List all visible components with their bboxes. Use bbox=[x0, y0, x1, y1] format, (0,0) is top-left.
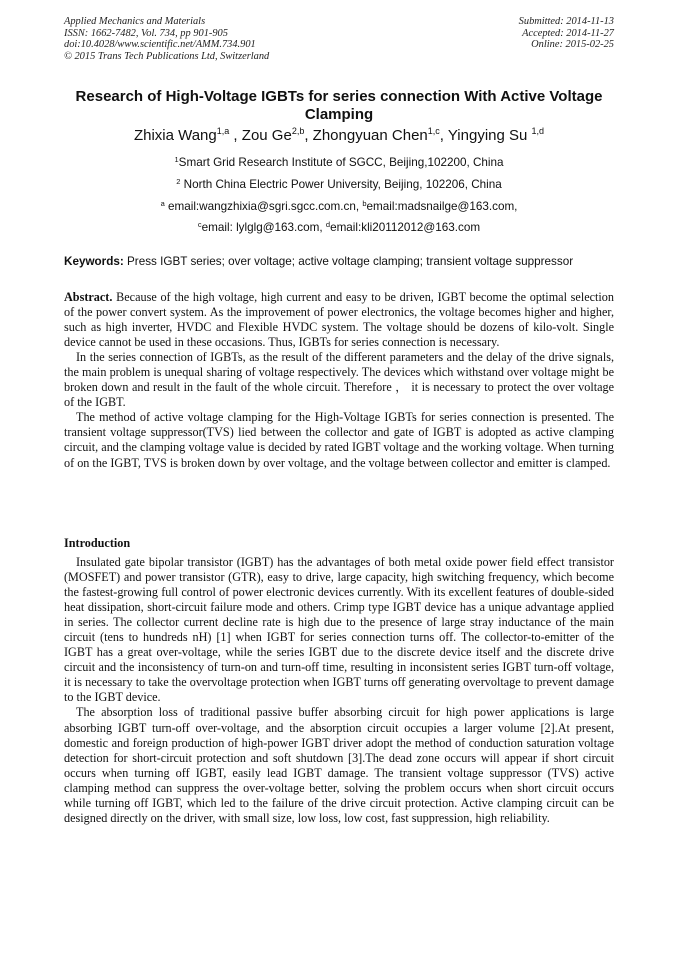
intro-paragraph: The absorption loss of traditional passive buffer absorbing circuit for high power applications is large absorbing IGBT turn-off over-voltage, and the absorption circuit occupies a larger volume [2].At present, domestic and foreign production of high-power IGBT driver adopt the method of conduction saturation voltage detection for short-circuit protection and soft shutdown [3].The dead zone occurs will appear if short circuit occurs when turning off IGBT, easily lead IGBT damage. The transient voltage suppressor (TVS) active clamping method can suppress the over-voltage better, solving the problem occurs when short circuit occurs while turning off IGBT, which led to the failure of the drive circuit protection. Active clamping circuit can be designed directly on the driver, with small size, low loss, low cost, fast suppression, high reliability. bbox=[64, 705, 614, 825]
abstract-text: Because of the high voltage, high current and easy to be driven, IGBT become the optimal selection of the power convert system. As the improvement of power electronics, the voltage becomes higher and higher, such as high inverter, HVDC and Flexible HVDC system. The voltage should be dozens of kilo-volt. Single device cannot be used in these occasions. Thus, IGBTs for series connection is necessary. bbox=[64, 290, 614, 350]
author-sup: 1,a bbox=[216, 126, 230, 136]
author-name: Yingying Su bbox=[447, 127, 528, 144]
affiliation-sup: 2 bbox=[176, 177, 181, 186]
intro-paragraph: Insulated gate bipolar transistor (IGBT) has the advantages of both metal oxide power field effect transistor (MOSFET) and power transistor (GTR), easy to drive, large capacity, high switching frequency, which become the fastest-growing full control of power electronic devices currently. With its excellent features of double-sided heat dissipation, short-circuit failure mode and others. Crimp type IGBT device has a unique advantage applied in series. The collector current decline rate is high due to the presence of large stray inductance of the main circuit (tens to hundreds nH) [1] when IGBT for series connection turns off. The collector-to-emitter of the IGBT has a great over-voltage, while the series IGBT due to the discrete device itself and the discrete drive circuit and the inconsistency of turn-on and turn-off time, resulting in inconsistent series IGBT turn-off voltage, it is necessary to take the overvoltage protection when IGBT turns off generating overvoltage to prevent damage to the IGBT device. bbox=[64, 555, 614, 705]
author-name: Zhongyuan Chen bbox=[312, 127, 428, 144]
journal-info bbox=[64, 16, 269, 62]
online-date: Online: 2015-02-25 bbox=[531, 39, 614, 51]
email-b: email:madsnailge@163.com, bbox=[366, 200, 518, 213]
paper-title: Research of High-Voltage IGBTs for series connection With Active Voltage Clamping bbox=[75, 88, 603, 123]
affiliation-sup: 1 bbox=[174, 155, 179, 164]
author-name: Zou Ge bbox=[241, 127, 292, 144]
abstract bbox=[64, 290, 614, 471]
email-line-1 bbox=[60, 200, 618, 214]
email-a: email:wangzhixia@sgri.sgcc.com.cn, bbox=[167, 200, 360, 213]
submitted-date: Submitted: 2014-11-13 bbox=[518, 16, 614, 27]
email-sup: d bbox=[325, 220, 331, 229]
keywords bbox=[64, 255, 624, 269]
introduction-body bbox=[64, 555, 614, 826]
email-sup: b bbox=[362, 199, 367, 208]
email-sup: c bbox=[197, 220, 202, 229]
email-line-2 bbox=[60, 221, 618, 235]
submission-dates bbox=[519, 16, 614, 51]
author-sup: 1,d bbox=[531, 126, 545, 136]
abstract-label: Abstract. bbox=[64, 290, 113, 304]
accepted-date: Accepted: 2014-11-27 bbox=[522, 27, 614, 39]
abstract-paragraph bbox=[64, 290, 614, 350]
keywords-text: Press IGBT series; over voltage; active voltage clamping; transient voltage suppressor bbox=[127, 255, 574, 268]
author-sup: 1,c bbox=[427, 126, 440, 136]
email-d: email:kli20112012@163.com bbox=[330, 221, 481, 234]
journal-name: Applied Mechanics and Materials bbox=[64, 16, 206, 27]
affiliation-2 bbox=[60, 178, 618, 192]
abstract-paragraph: In the series connection of IGBTs, as the result of the different parameters and the delay of the drive signals, the main problem is unequal sharing of voltage respectively. The devices which withstand over voltage might be broken down and result in the fault of the whole circuit. Therefore ， it is necessary to protect the over voltage of the IGBT. bbox=[64, 350, 614, 410]
affiliation-text: North China Electric Power University, Beijing, 102206, China bbox=[183, 178, 502, 191]
section-heading: Introduction bbox=[64, 536, 131, 550]
author-name: Zhixia Wang bbox=[133, 127, 217, 144]
author-list: Zhixia Wang$^{1,a}$ , Zou Ge$^{2,b}$, Zhongyuan Chen$^{1,c}$, Yingying Su $^{1,d}$ bbox=[133, 126, 545, 144]
affiliation-1 bbox=[60, 156, 618, 170]
journal-issn: ISSN: 1662-7482, Vol. 734, pp 901-905 bbox=[64, 27, 228, 39]
email-c: email: lylglg@163.com, bbox=[201, 221, 323, 234]
author-sup: 2,b bbox=[291, 126, 305, 136]
journal-copyright: © 2015 Trans Tech Publications Ltd, Switzerland bbox=[64, 50, 270, 62]
journal-doi: doi:10.4028/www.scientific.net/AMM.734.901 bbox=[64, 39, 256, 51]
abstract-paragraph: The method of active voltage clamping for the High-Voltage IGBTs for series connection is presented. The transient voltage suppressor(TVS) lied between the collector and gate of IGBT is adopted as active clamping circuit, and the clamping voltage value is decided by rated IGBT voltage and the working voltage. When turning of on the IGBT, TVS is broken down by over voltage, and the voltage between collector and emitter is clamped. bbox=[64, 410, 614, 470]
email-sup: a bbox=[160, 199, 165, 208]
affiliation-text: Smart Grid Research Institute of SGCC, Beijing,102200, China bbox=[178, 156, 504, 169]
keywords-label: Keywords: bbox=[64, 255, 124, 268]
